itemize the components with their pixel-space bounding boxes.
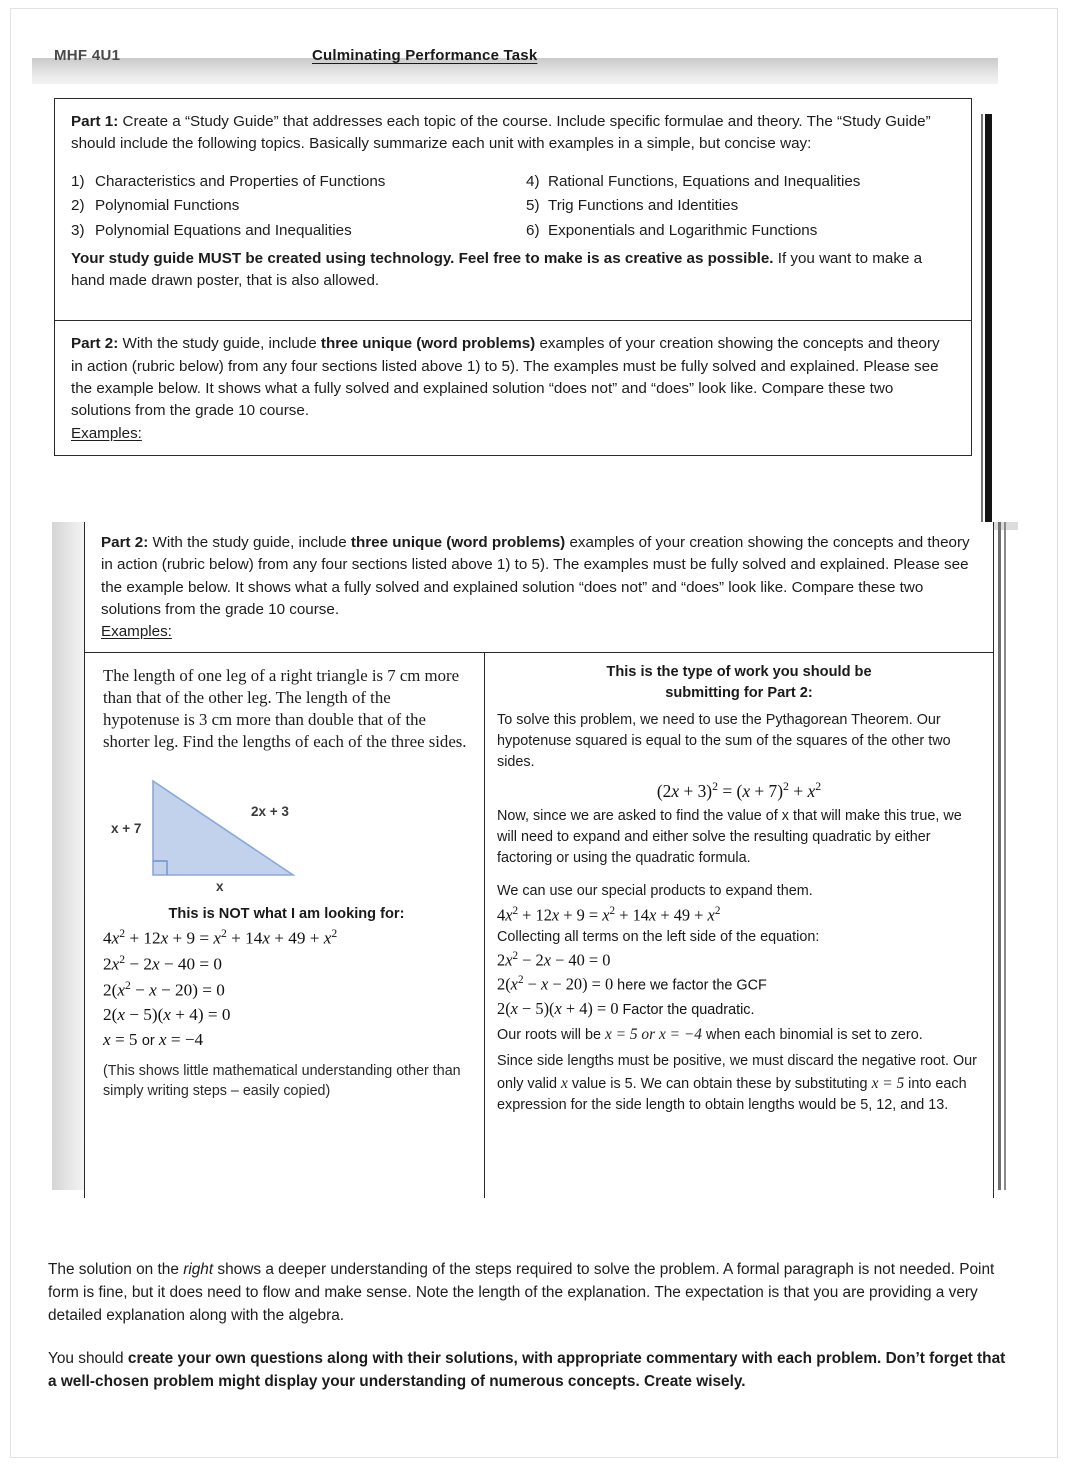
part-two-text-a-repeat: With the study guide, include <box>148 534 351 551</box>
model-paragraph-3: We can use our special products to expand them. <box>497 882 813 899</box>
model-p6-a: Since side lengths must be positive, we must discard the negative root. Our only valid <box>497 1053 977 1092</box>
model-p5-equation: x = 5 or x = −4 <box>604 1025 702 1043</box>
technology-rest-text: If you want to make a hand made drawn poster, that is also allowed. <box>71 249 923 289</box>
page-header-strip <box>32 47 998 84</box>
part-two-text-a: With the study guide, include <box>118 335 321 353</box>
closing-p2-a: You should <box>48 1350 128 1368</box>
model-equation-4: $2(x^2 - x - 20) = 0$ here we factor the GCF <box>497 974 767 994</box>
topics-column-left <box>71 170 513 244</box>
topic-label: Trig Functions and Identities <box>548 197 739 215</box>
model-paragraph-6 <box>497 1051 981 1116</box>
topic-number: 4) <box>526 172 540 190</box>
topic-item <box>71 194 513 219</box>
topic-label: Exponentials and Logarithmic Functions <box>548 221 818 239</box>
model-solution-heading-line2: submitting for Part 2: <box>665 685 813 702</box>
part-two-bold-text-repeat: three unique (word problems) <box>350 534 566 551</box>
model-paragraph-2: Now, since we are asked to find the value of x that will make this true, we will need to expand and either solve the resulting quadratic by either factoring or using the quadratic formula. <box>497 808 962 867</box>
section-two-right-bar-thin <box>1004 522 1006 1190</box>
model-paragraph-4: Collecting all terms on the left side of the equation: <box>497 929 820 946</box>
model-paragraph-1: To solve this problem, we need to use the Pythagorean Theorem. Our hypotenuse squared is equal to the sum of the squares of the other two sides. <box>497 711 951 771</box>
table-cell-model-solution <box>485 653 993 1198</box>
model-solution-heading-line1: This is the type of work you should be <box>606 663 872 680</box>
topic-label: Polynomial Functions <box>95 197 240 215</box>
left-step-3: $2(x^2 - x - 20) = 0$ <box>103 978 225 1000</box>
topic-label: Characteristics and Properties of Functions <box>95 172 386 190</box>
examples-label-repeat: Examples: <box>101 623 172 641</box>
part-one-intro: Create a “Study Guide” that addresses each topic of the course. Include specific formulae and theory. The “Study Guide” should include the following topics. Basically summarize each unit with examples in a simple, but concise way: <box>71 113 931 153</box>
example-comparison-table <box>84 653 994 1198</box>
model-p6-variable-2: x = 5 <box>871 1074 905 1092</box>
closing-p1-italic: right <box>183 1261 214 1278</box>
part-two-label: Part 2: <box>71 335 119 353</box>
topic-item <box>71 219 513 244</box>
closing-paragraph-2 <box>48 1347 1008 1393</box>
triangle-label-hypotenuse: 2x + 3 <box>251 803 289 819</box>
triangle-shape <box>153 781 293 875</box>
closing-p1-a: The solution on the <box>48 1261 184 1278</box>
left-step-2: $2x^2 - 2x - 40 = 0$ <box>103 952 222 974</box>
model-equation-3: $2x^2 - 2x - 40 = 0$ <box>497 950 611 970</box>
model-p5-b: when each binomial is set to zero. <box>701 1026 923 1043</box>
part-two-text-b: examples of your creation showing the concepts and theory in action (rubric below) from any four sections listed above 1) to 5). The examples must be fully solved and explained. Please see the example below. It shows what a fully solved and explained solution “does not” and “does” look like. Compare these two solutions from the grade 10 course. <box>71 335 940 420</box>
closing-notes <box>48 1258 1008 1394</box>
examples-label: Examples: <box>71 424 142 442</box>
document-section-one <box>32 47 998 462</box>
topic-item <box>71 170 513 195</box>
model-equation-5-note: Factor the quadratic. <box>618 1001 755 1018</box>
topic-item <box>526 170 955 195</box>
triangle-label-left-leg: x + 7 <box>111 820 142 836</box>
topic-item <box>526 219 955 244</box>
word-problem-text: The length of one leg of a right triangle is 7 cm more than that of the other leg. The length of the hypotenuse is 3 cm more than double that of the shorter leg. Find the lengths of each of the three sides. <box>103 665 467 751</box>
model-equation-2: $4x^2 + 12x + 9 = x^2 + 14x + 49 + x^2$ <box>497 904 721 925</box>
section-two-right-bar <box>998 522 1001 1190</box>
topic-number: 3) <box>71 221 85 239</box>
section-two-content <box>84 522 994 1198</box>
part-one-label: Part 1: <box>71 113 119 130</box>
left-step-1: $4x^2 + 12x + 9 = x^2 + 14x + 49 + x^2$ <box>103 927 338 948</box>
triangle-label-bottom-leg: x <box>216 878 224 894</box>
part-two-box-repeat <box>84 522 994 653</box>
technology-paragraph <box>71 248 955 293</box>
part-one-box <box>54 98 972 321</box>
closing-p2-bold: create your own questions along with their solutions, with appropriate commentary with each problem. Don’t forget that a well-chosen problem might display your understanding of numerous concepts. Create wisely. <box>48 1350 1006 1391</box>
left-step-4: 2(x − 5)(x + 4) = 0 <box>103 1005 231 1025</box>
topic-item <box>526 194 955 219</box>
left-step-5: x = 5 or x = −4 <box>103 1030 204 1050</box>
model-p6-c: into each expression for the side length to obtain lengths would be 5, 12, and 13. <box>497 1075 967 1114</box>
model-equation-5: 2(x − 5)(x + 4) = 0 Factor the quadratic. <box>497 998 755 1018</box>
part-two-paragraph-repeat <box>101 532 979 621</box>
model-equation-1: $(2x + 3)^2 = (x + 7)^2 + x^2$ <box>656 779 822 802</box>
topic-label: Polynomial Equations and Inequalities <box>95 221 352 239</box>
model-p5-a: Our roots will be <box>497 1026 605 1043</box>
topics-column-right <box>513 170 955 244</box>
model-paragraph-5 <box>497 1024 981 1047</box>
part-two-bold-text: three unique (word problems) <box>320 335 536 353</box>
part-one-paragraph <box>71 111 955 156</box>
closing-paragraph-1 <box>48 1258 1008 1327</box>
section-two-left-margin <box>52 522 84 1190</box>
part-two-paragraph <box>71 333 955 422</box>
model-p6-variable-1: x <box>561 1074 568 1092</box>
course-code: MHF 4U1 <box>54 47 121 64</box>
part-two-label-repeat: Part 2: <box>101 534 149 551</box>
spacer <box>71 292 955 310</box>
part-two-text-b-repeat: examples of your creation showing the concepts and theory in action (rubric below) from any four sections listed above 1) to 5). The examples must be fully solved and explained. Please see the example below. It shows what a fully solved and explained solution “does not” and “does” look like. Compare these two solutions from the grade 10 course. <box>101 534 970 619</box>
topic-number: 1) <box>71 172 85 190</box>
table-cell-not-looking-for <box>85 653 485 1198</box>
topic-number: 5) <box>526 197 540 215</box>
topic-label: Rational Functions, Equations and Inequalities <box>548 172 861 190</box>
triangle-svg <box>103 777 363 897</box>
topic-number: 2) <box>71 197 85 215</box>
closing-p1-b: shows a deeper understanding of the steps required to solve the problem. A formal paragraph is not needed. Point form is fine, but it does need to flow and make sense. Note the length of the explanation. The expectation is that you are providing a very detailed explanation along with the algebra. <box>48 1261 995 1325</box>
not-looking-for-heading: This is NOT what I am looking for: <box>168 905 405 922</box>
topic-number: 6) <box>526 221 540 239</box>
technology-bold-text: Your study guide MUST be created using technology. Feel free to make is as creative as possible. <box>71 249 774 267</box>
section-one-body <box>32 84 998 462</box>
model-equation-4-note: here we factor the GCF <box>613 977 767 994</box>
left-cell-note: (This shows little mathematical understanding other than simply writing steps – easily copied) <box>103 1063 461 1100</box>
right-triangle-diagram <box>103 777 470 897</box>
part-two-box <box>54 321 972 456</box>
model-p6-b: value is 5. We can obtain these by substituting <box>567 1075 872 1092</box>
topics-list <box>71 170 955 244</box>
page-title: Culminating Performance Task <box>312 47 538 64</box>
